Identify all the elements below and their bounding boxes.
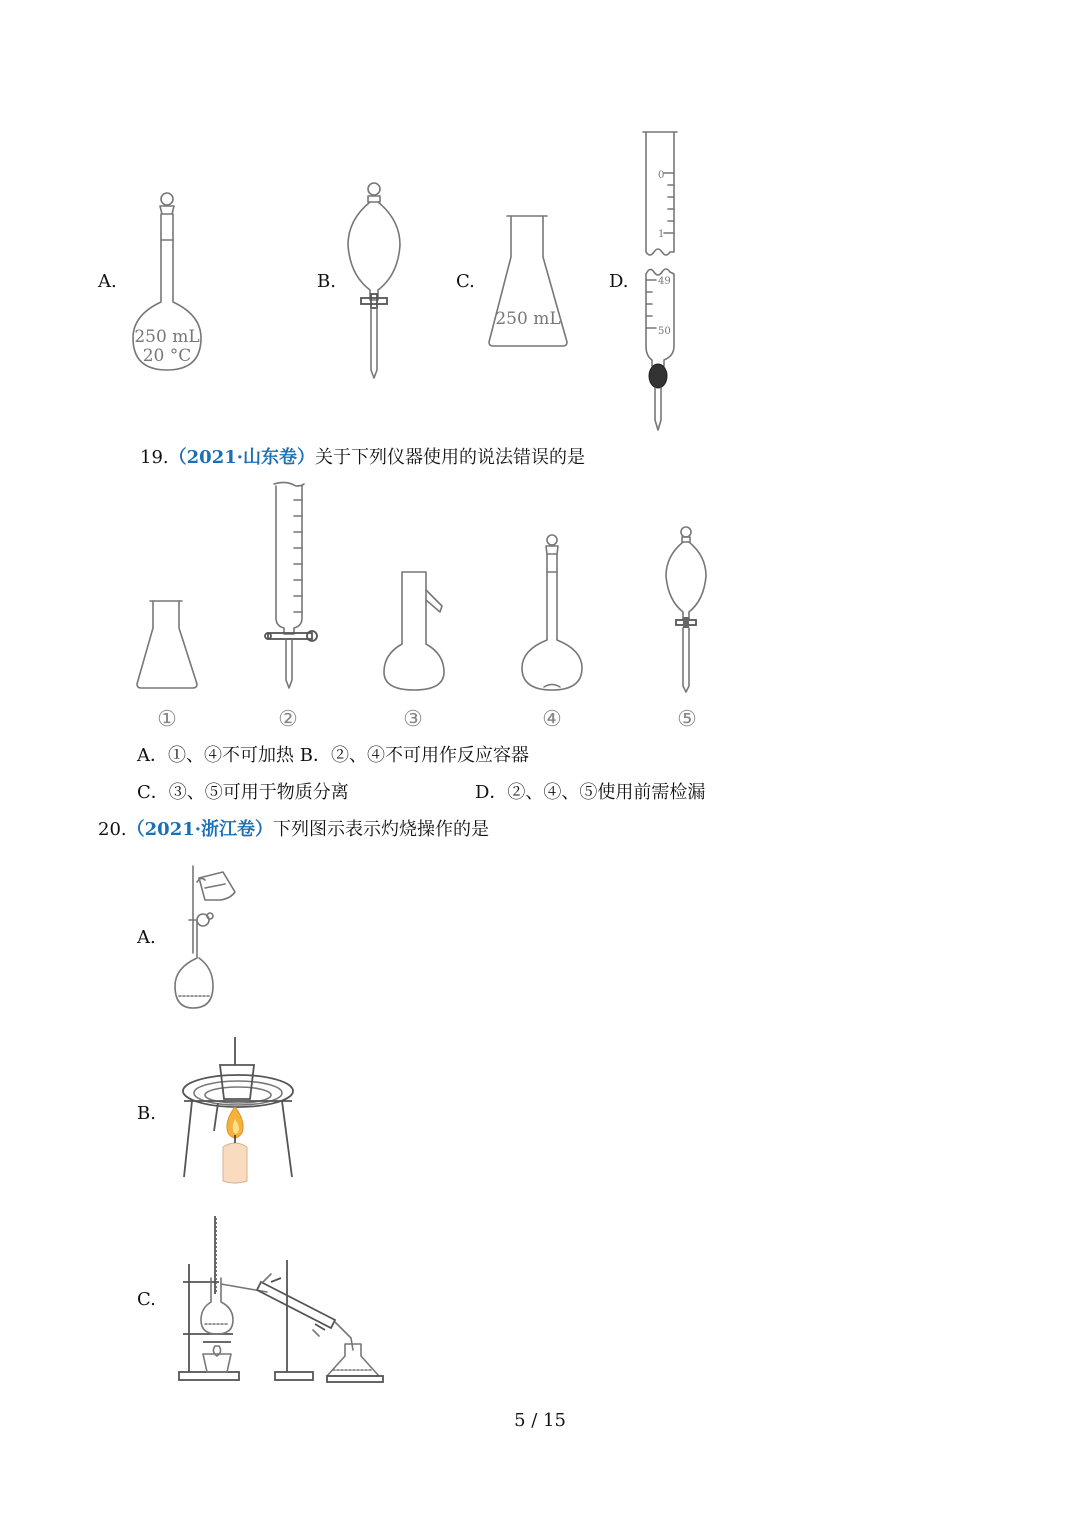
q20-stem-text: 下列图示表示灼烧操作的是 (273, 819, 490, 840)
instrument-4-volumetric-flask (518, 532, 588, 694)
burette-mark-0: 0 (658, 170, 665, 181)
instrument-2-burette (264, 480, 324, 695)
instrument-number-2: ② (278, 707, 298, 732)
q19-option-d: D．②、④、⑤使用前需检漏 (475, 782, 706, 803)
q20-number: 20. (98, 819, 127, 840)
q19-number: 19. (140, 447, 169, 468)
flask-temp-text: 20 °C (142, 346, 192, 366)
instrument-3-distilling-flask (380, 568, 455, 693)
instrument-number-1: ① (157, 707, 177, 732)
figure-c-distillation (175, 1212, 390, 1384)
burette-figure (640, 128, 690, 438)
burette-mark-50: 50 (658, 326, 671, 337)
instrument-number-4: ④ (542, 707, 562, 732)
q20-source: （2021·浙江卷） (126, 819, 274, 840)
page-number: 5 / 15 (514, 1410, 566, 1431)
instrument-number-3: ③ (403, 707, 423, 732)
q19-stem-text: 关于下列仪器使用的说法错误的是 (315, 447, 586, 468)
q18-option-b-label: B. (317, 271, 336, 292)
burette-mark-49: 49 (658, 276, 671, 287)
q19-source: （2021·山东卷） (168, 447, 316, 468)
separatory-funnel-figure (340, 180, 410, 380)
q18-option-d-label: D. (609, 271, 629, 292)
q20-option-a-label: A. (137, 927, 156, 948)
q19-option-c: C．③、⑤可用于物质分离 (137, 782, 349, 803)
q19-option-ab: A．①、④不可加热 B．②、④不可用作反应容器 (137, 745, 529, 766)
instrument-5-separatory-funnel (660, 524, 715, 694)
conical-flask-figure (485, 212, 575, 352)
volumetric-flask-figure (125, 190, 220, 375)
instrument-number-5: ⑤ (677, 707, 697, 732)
flask-volume-text: 250 mL (134, 327, 200, 347)
conical-volume-text: 250 mL (495, 309, 561, 329)
q20-option-b-label: B. (137, 1103, 156, 1124)
q19-stem (140, 447, 585, 469)
q20-stem (98, 819, 489, 841)
figure-a-liquid-transfer (165, 858, 255, 1016)
instrument-1-conical-flask (134, 598, 200, 693)
figure-b-crucible-heating (178, 1035, 308, 1185)
burette-mark-1: 1 (658, 229, 665, 240)
instrument-numbers-row (0, 703, 1080, 733)
q18-option-c-label: C. (456, 271, 475, 292)
q18-option-a-label: A. (98, 271, 117, 292)
q20-option-c-label: C. (137, 1289, 156, 1310)
